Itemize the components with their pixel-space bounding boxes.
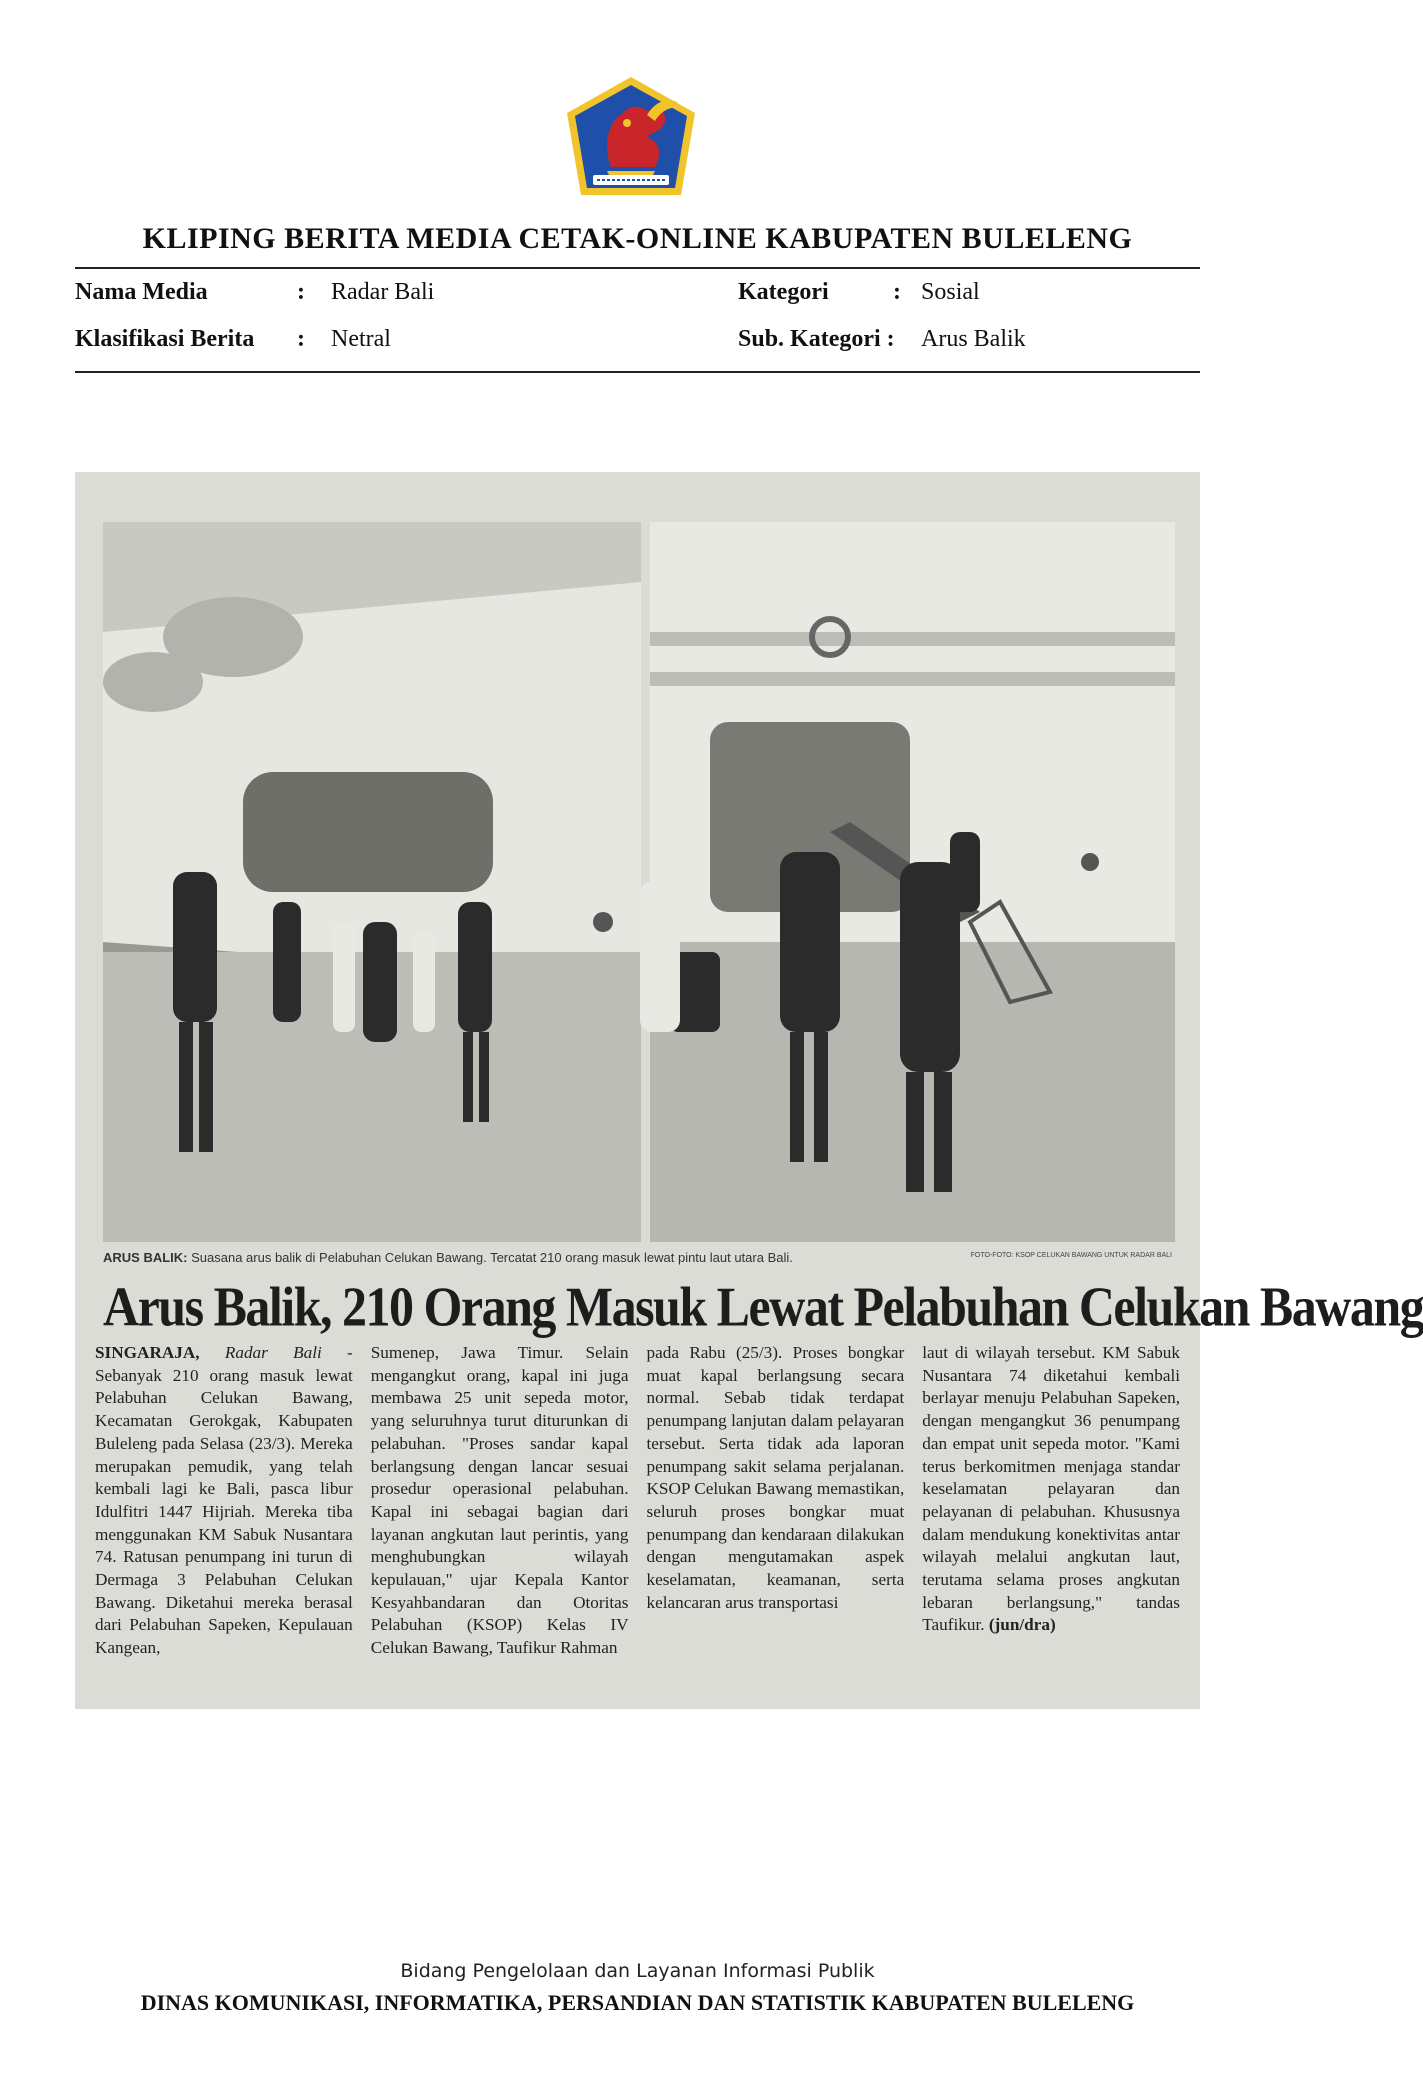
- caption-text: Suasana arus balik di Pelabuhan Celukan Bawang. Tercatat 210 orang masuk lewat pintu laut utara Bali.: [187, 1250, 793, 1265]
- article-dateline: SINGARAJA,: [95, 1343, 200, 1362]
- media-value: Radar Bali: [331, 279, 435, 305]
- media-colon: :: [297, 279, 305, 305]
- photo-ship-passengers-left: [103, 522, 641, 1242]
- subkategori-value: Arus Balik: [921, 326, 1026, 352]
- article-column-3: [647, 1342, 905, 1702]
- buleleng-logo: [563, 75, 699, 199]
- caption-label: ARUS BALIK:: [103, 1250, 188, 1265]
- klasifikasi-label: Klasifikasi Berita: [75, 326, 255, 352]
- kategori-value: Sosial: [921, 279, 980, 305]
- kategori-colon: :: [893, 279, 901, 305]
- article-body: [95, 1342, 1180, 1702]
- title-rule: [75, 267, 1200, 269]
- footer-division: Bidang Pengelolaan dan Layanan Informasi Publik: [400, 1960, 875, 1982]
- subkategori-label: Sub. Kategori :: [738, 326, 895, 352]
- article-column-2: [371, 1342, 629, 1702]
- klasifikasi-colon: :: [297, 326, 305, 352]
- media-label: Nama Media: [75, 279, 208, 305]
- article-column-4-text: laut di wilayah tersebut. KM Sabuk Nusantara 74 diketahui kembali berlayar menuju Pelabuhan Sapeken, dengan mengangkut 36 penumpang dan empat unit sepeda motor. "Kami terus berkomitmen menjaga standar keselamatan pelayaran dan pelayanan di pelabuhan. Khususnya dalam mendukung konektivitas antar wilayah melalui angkutan laut, terutama selama proses angkutan lebaran berlangsung," tandas Taufikur.: [922, 1343, 1180, 1635]
- article-column-4: [922, 1342, 1180, 1702]
- footer-agency: DINAS KOMUNIKASI, INFORMATIKA, PERSANDIAN DAN STATISTIK KABUPATEN BULELENG: [140, 1990, 1135, 2015]
- klasifikasi-value: Netral: [331, 326, 391, 352]
- kategori-label: Kategori: [738, 279, 829, 305]
- photo-credit: FOTO-FOTO: KSOP CELUKAN BAWANG UNTUK RADAR BALI: [970, 1252, 1172, 1259]
- photo-caption: [103, 1250, 793, 1265]
- meta-rule: [75, 371, 1200, 373]
- photo-ship-passengers-right: [650, 522, 1175, 1242]
- article-headline: Arus Balik, 210 Orang Masuk Lewat Pelabuhan Celukan Bawang: [103, 1275, 1423, 1338]
- newspaper-clipping: [75, 472, 1423, 1709]
- article-column-3-text: pada Rabu (25/3). Proses bongkar muat kapal berlangsung secara normal. Sebab tidak terdapat penumpang lanjutan dalam pelayaran tersebut. Serta tidak ada laporan penumpang sakit selama perjalanan. KSOP Celukan Bawang memastikan, seluruh proses bongkar muat penumpang dan kendaraan dilakukan dengan mengutamakan aspek keselamatan, keamanan, serta kelancaran arus transportasi: [646, 1343, 905, 1612]
- article-signoff: (jun/dra): [988, 1615, 1056, 1635]
- article-column-1-text: Sebanyak 210 orang masuk lewat Pelabuhan Celukan Bawang, Kecamatan Gerokgak, Kabupaten Buleleng pada Selasa (23/3). Mereka merupakan pemudik, yang telah kembali lagi ke Bali, pasca libur Idulfitri 1447 Hijriah. Mereka tiba menggunakan KM Sabuk Nusantara 74. Ratusan penumpang ini turun di Dermaga 3 Pelabuhan Celukan Bawang. Diketahui mereka berasal dari Pelabuhan Sapeken, Kepulauan Kangean,: [95, 1365, 353, 1658]
- document-title: KLIPING BERITA MEDIA CETAK-ONLINE KABUPATEN BULELENG: [142, 222, 1133, 255]
- article-column-2-text: Sumenep, Jawa Timur. Selain mengangkut orang, kapal ini juga membawa 25 unit sepeda motor, yang seluruhnya turut diturunkan di pelabuhan. "Proses sandar kapal berlangsung dengan lancar sesuai prosedur operasional pelabuhan. Kapal ini sebagai bagian dari layanan angkutan laut perintis, yang menghubungkan wilayah kepulauan," ujar Kepala Kantor Kesyahbandaran dan Otoritas Pelabuhan (KSOP) Kelas IV Celukan Bawang, Taufikur Rahman: [370, 1343, 629, 1658]
- article-column-1: [95, 1342, 353, 1702]
- article-source: Radar Bali -: [224, 1343, 353, 1362]
